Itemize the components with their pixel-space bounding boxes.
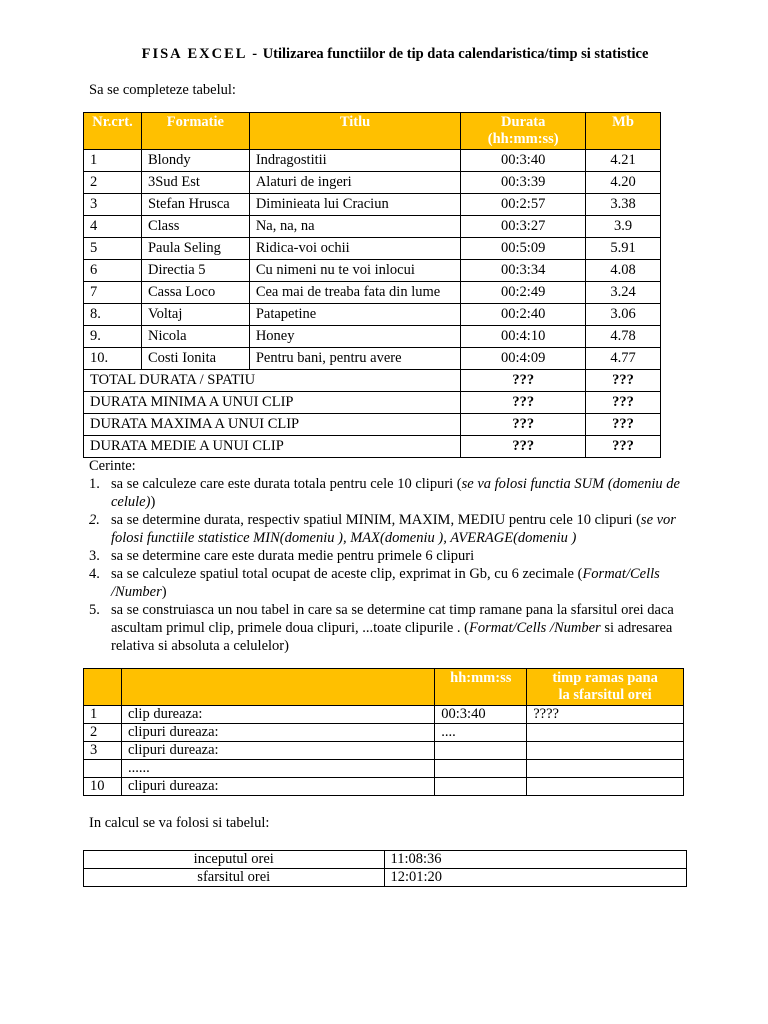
list-item (89, 565, 709, 601)
table-row (84, 869, 687, 887)
clip-cell: Voltaj (141, 304, 249, 326)
table-row (84, 194, 661, 216)
list-item-text: sa se construiasca un nou tabel in care sa se determine cat timp ramane pana la sfarsitul orei daca ascultam primul clip, primele doua clipuri, ...toate clipurile . ( (111, 602, 674, 636)
remaining-cell (527, 778, 684, 796)
summary-label: DURATA MINIMA A UNUI CLIP (84, 392, 461, 414)
list-item (89, 475, 709, 511)
clip-cell: Honey (249, 326, 460, 348)
clip-cell: 5.91 (586, 238, 661, 260)
list-item-text: sa se determine durata, respectiv spatiul MINIM, MAXIM, MEDIU pentru cele 10 clipuri ( (111, 512, 641, 528)
hour-bounds-table (83, 850, 687, 887)
remaining-header-cell (121, 669, 434, 706)
clip-cell: 00:3:40 (461, 150, 586, 172)
summary-label: DURATA MEDIE A UNUI CLIP (84, 436, 461, 458)
clip-cell: 00:4:10 (461, 326, 586, 348)
summary-value: ??? (586, 414, 661, 436)
table-row (84, 724, 684, 742)
clip-cell: 3 (84, 194, 142, 216)
summary-value: ??? (461, 392, 586, 414)
clips-header-cell: Formatie (141, 113, 249, 150)
clip-cell: 9. (84, 326, 142, 348)
clip-cell: Nicola (141, 326, 249, 348)
summary-value: ??? (586, 370, 661, 392)
hour-bound-cell: sfarsitul orei (84, 869, 385, 887)
remaining-cell (435, 760, 527, 778)
table-row (84, 778, 684, 796)
list-item-number: 5. (89, 602, 100, 618)
remaining-cell (435, 742, 527, 760)
clip-cell: Ridica-voi ochii (249, 238, 460, 260)
remaining-cell: clipuri dureaza: (121, 742, 434, 760)
list-item-number: 1. (89, 476, 100, 492)
clip-cell: Cea mai de treaba fata din lume (249, 282, 460, 304)
clip-cell: Paula Seling (141, 238, 249, 260)
list-item-text: Format/Cells /Number (468, 620, 601, 636)
clips-header-cell: Mb (586, 113, 661, 150)
remaining-header-cell (84, 669, 122, 706)
remaining-cell: .... (435, 724, 527, 742)
clip-cell: 00:3:34 (461, 260, 586, 282)
summary-label: TOTAL DURATA / SPATIU (84, 370, 461, 392)
clip-cell: 4 (84, 216, 142, 238)
clip-cell: Stefan Hrusca (141, 194, 249, 216)
summary-label: DURATA MAXIMA A UNUI CLIP (84, 414, 461, 436)
list-item-number: 4. (89, 566, 100, 582)
summary-value: ??? (461, 370, 586, 392)
clip-cell: 8. (84, 304, 142, 326)
clip-cell: 3.06 (586, 304, 661, 326)
list-item-number: 2. (89, 512, 100, 528)
remaining-cell (527, 742, 684, 760)
list-item-text: sa se calculeze care este durata totala pentru cele 10 clipuri ( (111, 476, 462, 492)
clip-cell: Diminieata lui Craciun (249, 194, 460, 216)
remaining-time-table (83, 668, 684, 796)
summary-value: ??? (586, 436, 661, 458)
clips-header-cell: Nr.crt. (84, 113, 142, 150)
clip-cell: Patapetine (249, 304, 460, 326)
clip-cell: Alaturi de ingeri (249, 172, 460, 194)
remaining-cell: 3 (84, 742, 122, 760)
remaining-time-header (84, 669, 684, 706)
clip-cell: 00:2:40 (461, 304, 586, 326)
list-item-text: si adresarea relativa si absoluta a celulelor) (111, 620, 673, 654)
clip-cell: Blondy (141, 150, 249, 172)
remaining-cell: ???? (527, 706, 684, 724)
clip-cell: 00:3:39 (461, 172, 586, 194)
clip-cell: 6 (84, 260, 142, 282)
remaining-cell (84, 760, 122, 778)
title-text: Utilizarea functiilor de tip data calendaristica/timp si statistice (262, 46, 649, 62)
requirements-list (89, 475, 709, 655)
remaining-cell: clipuri dureaza: (121, 724, 434, 742)
remaining-cell (527, 724, 684, 742)
list-item-text: se vor folosi functiile statistice MIN(domeniu ), MAX(domeniu ), AVERAGE(domeniu ) (111, 512, 676, 546)
table-row (84, 760, 684, 778)
clips-header-cell: Durata (hh:mm:ss) (461, 113, 586, 150)
clip-cell: Indragostitii (249, 150, 460, 172)
clip-cell: 00:4:09 (461, 348, 586, 370)
clip-cell: 00:2:49 (461, 282, 586, 304)
title-prefix: FISA EXCEL - (141, 46, 260, 62)
requirements-heading: Cerinte: (89, 458, 136, 474)
clip-cell: 5 (84, 238, 142, 260)
clip-cell: Cassa Loco (141, 282, 249, 304)
clip-cell: Directia 5 (141, 260, 249, 282)
list-item-text: Format/Cells /Number (111, 566, 660, 600)
clip-cell: 00:5:09 (461, 238, 586, 260)
clip-cell: 10. (84, 348, 142, 370)
remaining-header-cell: hh:mm:ss (435, 669, 527, 706)
remaining-cell (527, 760, 684, 778)
table-row (84, 238, 661, 260)
intro-text: Sa se completeze tabelul: (89, 82, 236, 98)
clip-cell: Costi Ionita (141, 348, 249, 370)
list-item-text: ) (161, 584, 167, 600)
list-item-text: sa se determine care este durata medie pentru primele 6 clipuri (111, 548, 475, 564)
clip-cell: Cu nimeni nu te voi inlocui (249, 260, 460, 282)
hour-bound-cell: inceputul orei (84, 851, 385, 869)
table-row (84, 172, 661, 194)
table-row (84, 150, 661, 172)
clip-cell: 3.9 (586, 216, 661, 238)
clip-cell: 3.24 (586, 282, 661, 304)
calc-label: In calcul se va folosi si tabelul: (89, 815, 270, 831)
table-row (84, 742, 684, 760)
list-item-number: 3. (89, 548, 100, 564)
summary-value: ??? (461, 414, 586, 436)
table-row (84, 216, 661, 238)
clip-cell: 4.78 (586, 326, 661, 348)
clips-table (83, 112, 661, 458)
remaining-cell: 2 (84, 724, 122, 742)
remaining-cell: 10 (84, 778, 122, 796)
clip-cell: 3.38 (586, 194, 661, 216)
clip-cell: 4.08 (586, 260, 661, 282)
clip-cell: 00:3:27 (461, 216, 586, 238)
clip-cell: 4.21 (586, 150, 661, 172)
table-row (84, 706, 684, 724)
remaining-cell: ...... (121, 760, 434, 778)
page-title (0, 46, 768, 63)
clip-cell: 4.77 (586, 348, 661, 370)
remaining-header-cell: timp ramas pana la sfarsitul orei (527, 669, 684, 706)
list-item-text: ) (150, 494, 156, 510)
remaining-cell (435, 778, 527, 796)
summary-value: ??? (586, 392, 661, 414)
list-item (89, 601, 709, 655)
remaining-cell: 00:3:40 (435, 706, 527, 724)
hour-bound-cell: 11:08:36 (384, 851, 687, 869)
clip-cell: 00:2:57 (461, 194, 586, 216)
list-item (89, 547, 709, 565)
summary-row (84, 436, 661, 458)
hour-bound-cell: 12:01:20 (384, 869, 687, 887)
table-row (84, 348, 661, 370)
table-row (84, 282, 661, 304)
clip-cell: 3Sud Est (141, 172, 249, 194)
remaining-cell: 1 (84, 706, 122, 724)
clip-cell: 4.20 (586, 172, 661, 194)
summary-row (84, 392, 661, 414)
clip-cell: Pentru bani, pentru avere (249, 348, 460, 370)
remaining-cell: clip dureaza: (121, 706, 434, 724)
table-row (84, 260, 661, 282)
table-row (84, 851, 687, 869)
clips-table-header (84, 113, 661, 150)
clips-header-cell: Titlu (249, 113, 460, 150)
clip-cell: 7 (84, 282, 142, 304)
table-row (84, 326, 661, 348)
remaining-cell: clipuri dureaza: (121, 778, 434, 796)
clip-cell: 2 (84, 172, 142, 194)
list-item-text: sa se calculeze spatiul total ocupat de aceste clip, exprimat in Gb, cu 6 zecimale ( (111, 566, 583, 582)
clip-cell: Na, na, na (249, 216, 460, 238)
summary-value: ??? (461, 436, 586, 458)
requirements (89, 457, 709, 655)
clip-cell: Class (141, 216, 249, 238)
summary-row (84, 414, 661, 436)
list-item (89, 511, 709, 547)
table-row (84, 304, 661, 326)
list-item-text: se va folosi functia SUM (domeniu de celule) (111, 476, 680, 510)
clip-cell: 1 (84, 150, 142, 172)
summary-row (84, 370, 661, 392)
